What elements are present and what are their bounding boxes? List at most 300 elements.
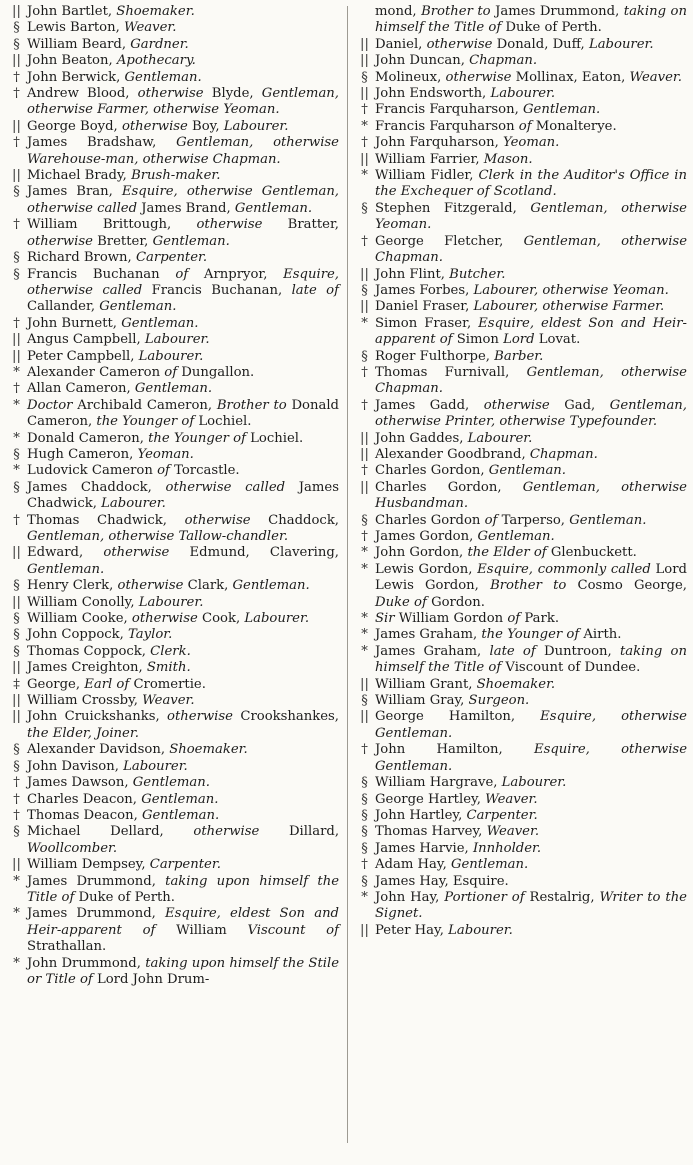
list-entry — [358, 627, 687, 643]
reference-mark: || — [12, 545, 21, 561]
list-entry — [10, 184, 339, 217]
reference-mark: § — [13, 627, 20, 643]
list-entry — [358, 841, 687, 857]
entry-text: John Drummond, — [27, 955, 146, 971]
entry-italic-text: Gentleman, otherwise Printer, otherwise Typefounder. — [375, 397, 687, 430]
entry-italic-text: taking upon himself the Title of — [27, 873, 339, 905]
reference-mark: § — [361, 348, 368, 364]
entry-text: Peter Campbell, — [27, 348, 139, 364]
list-entry — [358, 447, 687, 463]
entry-italic-text: otherwise — [167, 709, 233, 725]
entry-text: Simon — [452, 332, 504, 348]
entry-text: Donald, Duff, — [492, 36, 589, 52]
entry-text: Lovat. — [534, 332, 581, 348]
entry-italic-text: otherwise — [27, 233, 93, 249]
list-entry — [10, 37, 339, 53]
list-entry — [358, 693, 687, 709]
entry-text: William Beard, — [27, 36, 131, 52]
list-entry — [10, 349, 339, 365]
list-entry — [10, 365, 339, 381]
entry-italic-text: Labourer. — [501, 775, 567, 791]
entry-text: Clark, — [183, 578, 233, 594]
reference-mark: * — [361, 611, 368, 627]
reference-mark: § — [13, 446, 20, 462]
entry-text: Cromertie. — [129, 676, 206, 692]
entry-italic-text: of — [175, 266, 189, 282]
reference-mark: § — [13, 266, 20, 282]
entry-italic-text: Gentleman, otherwise Warehouse-man, otherwise Chapman. — [27, 135, 339, 167]
list-entry — [10, 742, 339, 758]
reference-mark: * — [13, 397, 20, 413]
entry-text: Richard Brown, — [27, 250, 136, 266]
entry-italic-text: Woollcomber. — [27, 840, 118, 856]
entry-text: William — [155, 922, 248, 938]
reference-mark: † — [13, 381, 20, 397]
reference-mark: § — [13, 250, 20, 266]
list-entry — [10, 86, 339, 119]
list-entry — [10, 775, 339, 791]
entry-italic-text: Gentleman. — [152, 233, 230, 249]
entry-text: Thomas Furnivall, — [375, 364, 527, 380]
entry-text: William Cooke, — [27, 611, 132, 627]
entry-italic-text: Gentleman. — [124, 69, 202, 85]
list-entry — [358, 644, 687, 677]
entry-italic-text: otherwise — [184, 512, 251, 528]
entry-italic-text: of — [157, 463, 170, 479]
entry-text: George, — [27, 676, 85, 692]
reference-mark: || — [360, 86, 369, 102]
reference-mark: † — [361, 102, 368, 118]
entry-text: Arnpryor, — [188, 266, 284, 282]
entry-italic-text: Gardner. — [130, 36, 189, 52]
entry-text: Glenbuckett. — [546, 545, 637, 561]
entry-text: Duke of Perth. — [501, 20, 602, 36]
reference-mark: † — [361, 463, 368, 479]
list-entry — [10, 447, 339, 463]
entry-text: John Beaton, — [27, 53, 117, 69]
entry-text: Ludovick Cameron — [27, 463, 158, 479]
entry-text: Henry Clerk, — [27, 578, 118, 594]
entry-italic-text: Weaver. — [486, 824, 540, 840]
list-entry — [358, 463, 687, 479]
entry-italic-text: Carpenter. — [466, 807, 538, 823]
reference-mark: † — [361, 364, 368, 380]
entry-italic-text: Sir — [375, 611, 395, 627]
entry-text: James Creighton, — [27, 660, 147, 676]
entry-text: Lord Lewis Gordon, — [375, 561, 687, 594]
entry-text: George Hamilton, — [375, 709, 541, 725]
reference-mark: || — [360, 151, 369, 167]
entry-italic-text: Labourer, otherwise Yeoman. — [473, 282, 669, 298]
list-entry — [10, 250, 339, 266]
entry-text: Charles Gordon — [375, 512, 485, 528]
reference-mark: || — [12, 168, 21, 184]
entry-text: Bratter, — [262, 217, 339, 233]
list-entry — [358, 545, 687, 561]
list-entry — [358, 283, 687, 299]
entry-text: John Hartley, — [375, 807, 467, 823]
entry-text: Edmund, Clavering, — [169, 545, 339, 561]
list-entry — [10, 332, 339, 348]
list-entry — [358, 431, 687, 447]
reference-mark: || — [360, 922, 369, 938]
entry-italic-text: the Younger of — [481, 627, 580, 643]
entry-text: Cook, — [197, 611, 245, 627]
entry-text: Duke of Perth. — [74, 889, 175, 905]
list-entry — [10, 792, 339, 808]
entry-italic-text: of — [518, 118, 532, 134]
list-entry — [358, 365, 687, 398]
entry-text: Airth. — [579, 627, 622, 643]
reference-mark: § — [361, 282, 368, 298]
reference-mark: § — [361, 200, 368, 216]
entry-italic-text: Brush-maker. — [131, 168, 221, 184]
entry-text: Stephen Fitzgerald, — [375, 200, 531, 216]
entry-text: William Farrier, — [375, 151, 484, 167]
entry-text: John Farquharson, — [375, 135, 504, 151]
list-entry — [358, 480, 687, 513]
entry-text: Duntroon, — [535, 643, 620, 659]
reference-mark: § — [13, 36, 20, 52]
entry-text: Mollinax, Eaton, — [511, 69, 630, 85]
entry-italic-text: otherwise — [483, 397, 550, 413]
entry-italic-text: Surgeon. — [468, 693, 530, 709]
reference-mark: * — [13, 364, 20, 380]
entry-text: Gordon. — [426, 594, 485, 610]
entry-text: James Chadwick, — [27, 479, 339, 512]
reference-mark: † — [361, 233, 368, 249]
entry-text: John Hamilton, — [375, 742, 534, 758]
entry-text: Tarperso, — [497, 512, 570, 528]
entry-italic-text: Innholder. — [472, 840, 542, 856]
entry-text: Charles Gordon, — [375, 463, 489, 479]
entry-text: Roger Fulthorpe, — [375, 348, 495, 364]
entry-text: Thomas Deacon, — [27, 807, 142, 823]
entry-text: William Dempsey, — [27, 857, 150, 873]
list-entry — [358, 808, 687, 824]
list-entry — [10, 808, 339, 824]
entry-italic-text: otherwise — [196, 217, 263, 233]
entry-text: James Forbes, — [375, 282, 474, 298]
reference-mark: † — [13, 512, 20, 528]
list-entry — [358, 874, 687, 890]
reference-mark: † — [13, 86, 20, 102]
entry-text: Restalrig, — [524, 889, 600, 905]
reference-mark: § — [13, 824, 20, 840]
reference-mark: † — [13, 217, 20, 233]
entry-text: Francis Buchanan, — [142, 282, 292, 298]
list-entry — [358, 267, 687, 283]
entry-italic-text: Clerk. — [150, 643, 191, 659]
reference-mark: § — [13, 742, 20, 758]
entry-text: Simon Fraser, — [375, 315, 479, 331]
entry-italic-text: Esquire, eldest Son and Heir-apparent of — [27, 906, 339, 938]
reference-mark: || — [360, 299, 369, 315]
list-entry — [358, 824, 687, 840]
entry-italic-text: late of — [291, 282, 339, 298]
entry-italic-text: the Younger of — [148, 430, 246, 446]
entry-italic-text: Labourer. — [138, 348, 204, 364]
entry-text: Lochiel. — [194, 414, 252, 430]
list-entry — [358, 119, 687, 135]
reference-mark: § — [361, 824, 368, 840]
list-entry — [10, 316, 339, 332]
entry-italic-text: Esquire, eldest Son and Heir-apparent of — [375, 315, 687, 348]
entry-text: James Drummond, — [27, 906, 166, 922]
entry-text: Gad, — [549, 397, 610, 413]
entry-text: Thomas Harvey, — [375, 824, 487, 840]
reference-mark: || — [12, 118, 21, 134]
entry-italic-text: Carpenter. — [149, 857, 221, 873]
entry-italic-text: Labourer. — [244, 611, 310, 627]
entry-italic-text: Labourer. — [223, 118, 289, 134]
entry-text: John Cruickshanks, — [27, 709, 168, 725]
entry-italic-text: Gentleman, otherwise Husbandman. — [375, 479, 687, 512]
entry-italic-text: Gentleman. — [477, 529, 555, 544]
right-column — [348, 4, 687, 1165]
entry-italic-text: Gentleman. — [27, 561, 105, 577]
entry-text: Angus Campbell, — [27, 332, 145, 348]
reference-mark: § — [13, 611, 20, 627]
list-entry — [358, 890, 687, 923]
list-entry — [10, 709, 339, 742]
list-entry — [10, 759, 339, 775]
reference-mark: || — [12, 709, 21, 725]
entry-italic-text: otherwise — [426, 36, 493, 52]
reference-mark: † — [361, 857, 368, 873]
entry-italic-text: otherwise — [121, 118, 188, 134]
entry-text: Crookshankes, — [232, 709, 339, 725]
entry-italic-text: Barber. — [494, 348, 544, 364]
reference-mark: § — [361, 873, 368, 889]
entry-italic-text: otherwise — [193, 824, 260, 840]
reference-mark: † — [361, 529, 368, 544]
list-entry — [358, 4, 687, 37]
entry-text: Dungallon. — [177, 364, 255, 380]
entry-italic-text: the Younger of — [96, 414, 195, 430]
entry-text: William Gray, — [375, 693, 469, 709]
entry-italic-text: Labourer. — [144, 332, 210, 348]
entry-italic-text: Brother to — [421, 4, 491, 19]
entry-italic-text: Yeoman. — [137, 446, 194, 462]
reference-mark: § — [361, 840, 368, 856]
entry-text: Charles Deacon, — [27, 791, 142, 807]
entry-text: James Gadd, — [375, 397, 484, 413]
entry-text: John Berwick, — [27, 69, 125, 85]
entry-text: William Brittough, — [27, 217, 197, 233]
entry-italic-text: Esquire, otherwise Gentleman, otherwise called — [27, 184, 340, 216]
entry-italic-text: Weaver. — [629, 69, 682, 85]
list-entry — [10, 4, 339, 20]
entry-italic-text: Labourer. — [467, 430, 533, 446]
reference-mark: * — [361, 118, 368, 134]
entry-text: William Hargrave, — [375, 775, 502, 791]
entry-italic-text: Doctor — [27, 397, 73, 413]
reference-mark: § — [13, 20, 20, 36]
entry-italic-text: Gentleman. — [569, 512, 647, 528]
entry-italic-text: Esquire, otherwise Gentleman. — [375, 742, 687, 774]
entry-italic-text: Chapman. — [469, 53, 538, 69]
list-entry — [10, 578, 339, 594]
entry-italic-text: Gentleman. — [522, 102, 601, 118]
entry-italic-text: Shoemaker. — [476, 676, 556, 692]
entry-text: John Davison, — [27, 758, 124, 774]
list-entry — [10, 677, 339, 693]
list-entry — [10, 217, 339, 250]
entry-italic-text: Labourer, otherwise Farmer. — [473, 299, 665, 315]
reference-mark: || — [12, 693, 21, 709]
entry-italic-text: Gentleman. — [142, 807, 220, 823]
reference-mark: § — [361, 807, 368, 823]
reference-mark: § — [361, 693, 368, 709]
reference-mark: † — [361, 742, 368, 758]
entry-text: Monalterye. — [531, 118, 617, 134]
list-entry — [10, 824, 339, 857]
entry-text: Molineux, — [375, 69, 446, 85]
reference-mark: || — [360, 430, 369, 446]
entry-italic-text: of — [507, 611, 521, 627]
entry-italic-text: Labourer. — [588, 36, 654, 52]
entry-text: Lochiel. — [245, 430, 304, 446]
reference-mark: * — [13, 873, 20, 889]
entry-italic-text: Esquire, commonly called — [477, 561, 651, 577]
reference-mark: * — [13, 906, 20, 922]
list-entry — [10, 119, 339, 135]
list-entry — [358, 775, 687, 791]
entry-text: John Endsworth, — [375, 86, 491, 102]
entry-italic-text: Gentleman. — [488, 463, 566, 479]
reference-mark: || — [360, 709, 369, 725]
entry-italic-text: otherwise — [137, 86, 204, 102]
reference-mark: § — [361, 69, 368, 85]
reference-mark: † — [13, 135, 20, 151]
list-entry — [358, 611, 687, 627]
reference-mark: || — [12, 594, 21, 610]
reference-mark: * — [361, 643, 368, 659]
reference-mark: || — [12, 348, 21, 364]
list-entry — [10, 463, 339, 479]
entry-italic-text: Duke of — [375, 594, 427, 610]
entry-italic-text: otherwise — [445, 69, 512, 85]
entry-italic-text: Chapman. — [529, 446, 598, 462]
reference-mark: § — [13, 758, 20, 774]
entry-italic-text: of — [484, 512, 498, 528]
list-entry — [10, 513, 339, 546]
entry-italic-text: Gentleman. — [232, 578, 310, 594]
entry-text: John Gaddes, — [375, 430, 468, 446]
entry-text: James Gordon, — [375, 529, 478, 544]
entry-text: Lord John Drum- — [92, 971, 210, 987]
entry-italic-text: Gentleman. — [134, 381, 213, 397]
entry-text: George Fletcher, — [375, 233, 524, 249]
entry-text: Donald Cameron, — [27, 397, 339, 430]
reference-mark: * — [361, 168, 368, 184]
list-entry — [358, 529, 687, 545]
list-entry — [10, 480, 339, 513]
entry-italic-text: otherwise — [117, 578, 184, 594]
entry-italic-text: Lord — [503, 332, 535, 348]
entry-italic-text: Labourer. — [138, 594, 204, 610]
entry-text: William Conolly, — [27, 594, 139, 610]
entry-text: Boy, — [187, 118, 224, 134]
list-entry — [10, 693, 339, 709]
entry-text: Andrew Blood, — [27, 86, 138, 102]
entry-text: Michael Dellard, — [27, 824, 194, 840]
entry-text: George Boyd, — [27, 118, 122, 134]
entry-text: John Duncan, — [375, 53, 470, 69]
entry-text: Alexander Cameron — [27, 364, 165, 380]
reference-mark: * — [13, 955, 20, 971]
entry-italic-text: Gentleman, otherwise Chapman. — [375, 233, 687, 266]
entry-text: James Drummond, — [490, 4, 624, 19]
entry-text: Thomas Coppock, — [27, 643, 151, 659]
list-entry — [10, 398, 339, 431]
entry-text: William Fidler, — [375, 168, 479, 184]
entry-italic-text: Writer to the Signet. — [375, 889, 687, 922]
list-entry — [358, 53, 687, 69]
entry-italic-text: Brother to — [490, 578, 567, 594]
entry-text: John Coppock, — [27, 627, 129, 643]
entry-text: James Bran, — [27, 184, 122, 200]
entry-text: Daniel Fraser, — [375, 299, 474, 315]
entry-text: Strathallan. — [27, 939, 107, 955]
list-entry — [358, 135, 687, 151]
list-entry — [10, 267, 339, 316]
list-entry — [358, 70, 687, 86]
list-entry — [358, 562, 687, 611]
entry-italic-text: Weaver. — [142, 693, 195, 709]
entry-text: Alexander Davidson, — [27, 742, 170, 758]
reference-mark: † — [13, 775, 20, 791]
list-entry — [358, 86, 687, 102]
list-entry — [358, 37, 687, 53]
entry-text: James Graham, — [375, 627, 482, 643]
reference-mark: || — [12, 332, 21, 348]
entry-text: James Hay, Esquire. — [375, 873, 509, 889]
entry-text: Park. — [520, 611, 560, 627]
entry-italic-text: Taylor. — [128, 627, 173, 643]
entry-text: Bretter, — [92, 233, 153, 249]
reference-mark: § — [361, 775, 368, 791]
entry-text: James Graham, — [375, 643, 490, 659]
entry-text: John Hay, — [375, 889, 445, 905]
list-entry — [358, 923, 687, 939]
entry-text: John Gordon, — [375, 545, 468, 561]
entry-italic-text: taking upon himself the Stile or Title of — [27, 955, 340, 987]
entry-italic-text: the Elder of — [467, 545, 547, 561]
entry-italic-text: Gentleman, otherwise Chapman. — [375, 364, 687, 397]
entry-italic-text: Viscount of — [247, 922, 339, 938]
list-entry — [10, 906, 339, 955]
list-entry — [10, 381, 339, 397]
left-column — [10, 4, 347, 1165]
entry-text: Torcastle. — [169, 463, 240, 479]
entry-italic-text: taking on himself the Title of — [375, 4, 687, 36]
entry-text: Dillard, — [259, 824, 340, 840]
entry-text: James Drummond, — [27, 873, 166, 889]
entry-italic-text: Apothecary. — [116, 53, 196, 69]
reference-mark: † — [13, 807, 20, 823]
entry-italic-text: Carpenter. — [135, 250, 208, 266]
entry-italic-text: Labourer. — [123, 758, 188, 774]
list-entry — [10, 874, 339, 907]
entry-text: James Brand, — [137, 200, 235, 216]
list-entry — [10, 660, 339, 676]
entry-italic-text: Labourer. — [490, 86, 556, 102]
entry-text: Thomas Chadwick, — [27, 512, 185, 528]
entry-italic-text: Gentleman. — [132, 775, 210, 791]
entry-text: William Grant, — [375, 676, 477, 692]
